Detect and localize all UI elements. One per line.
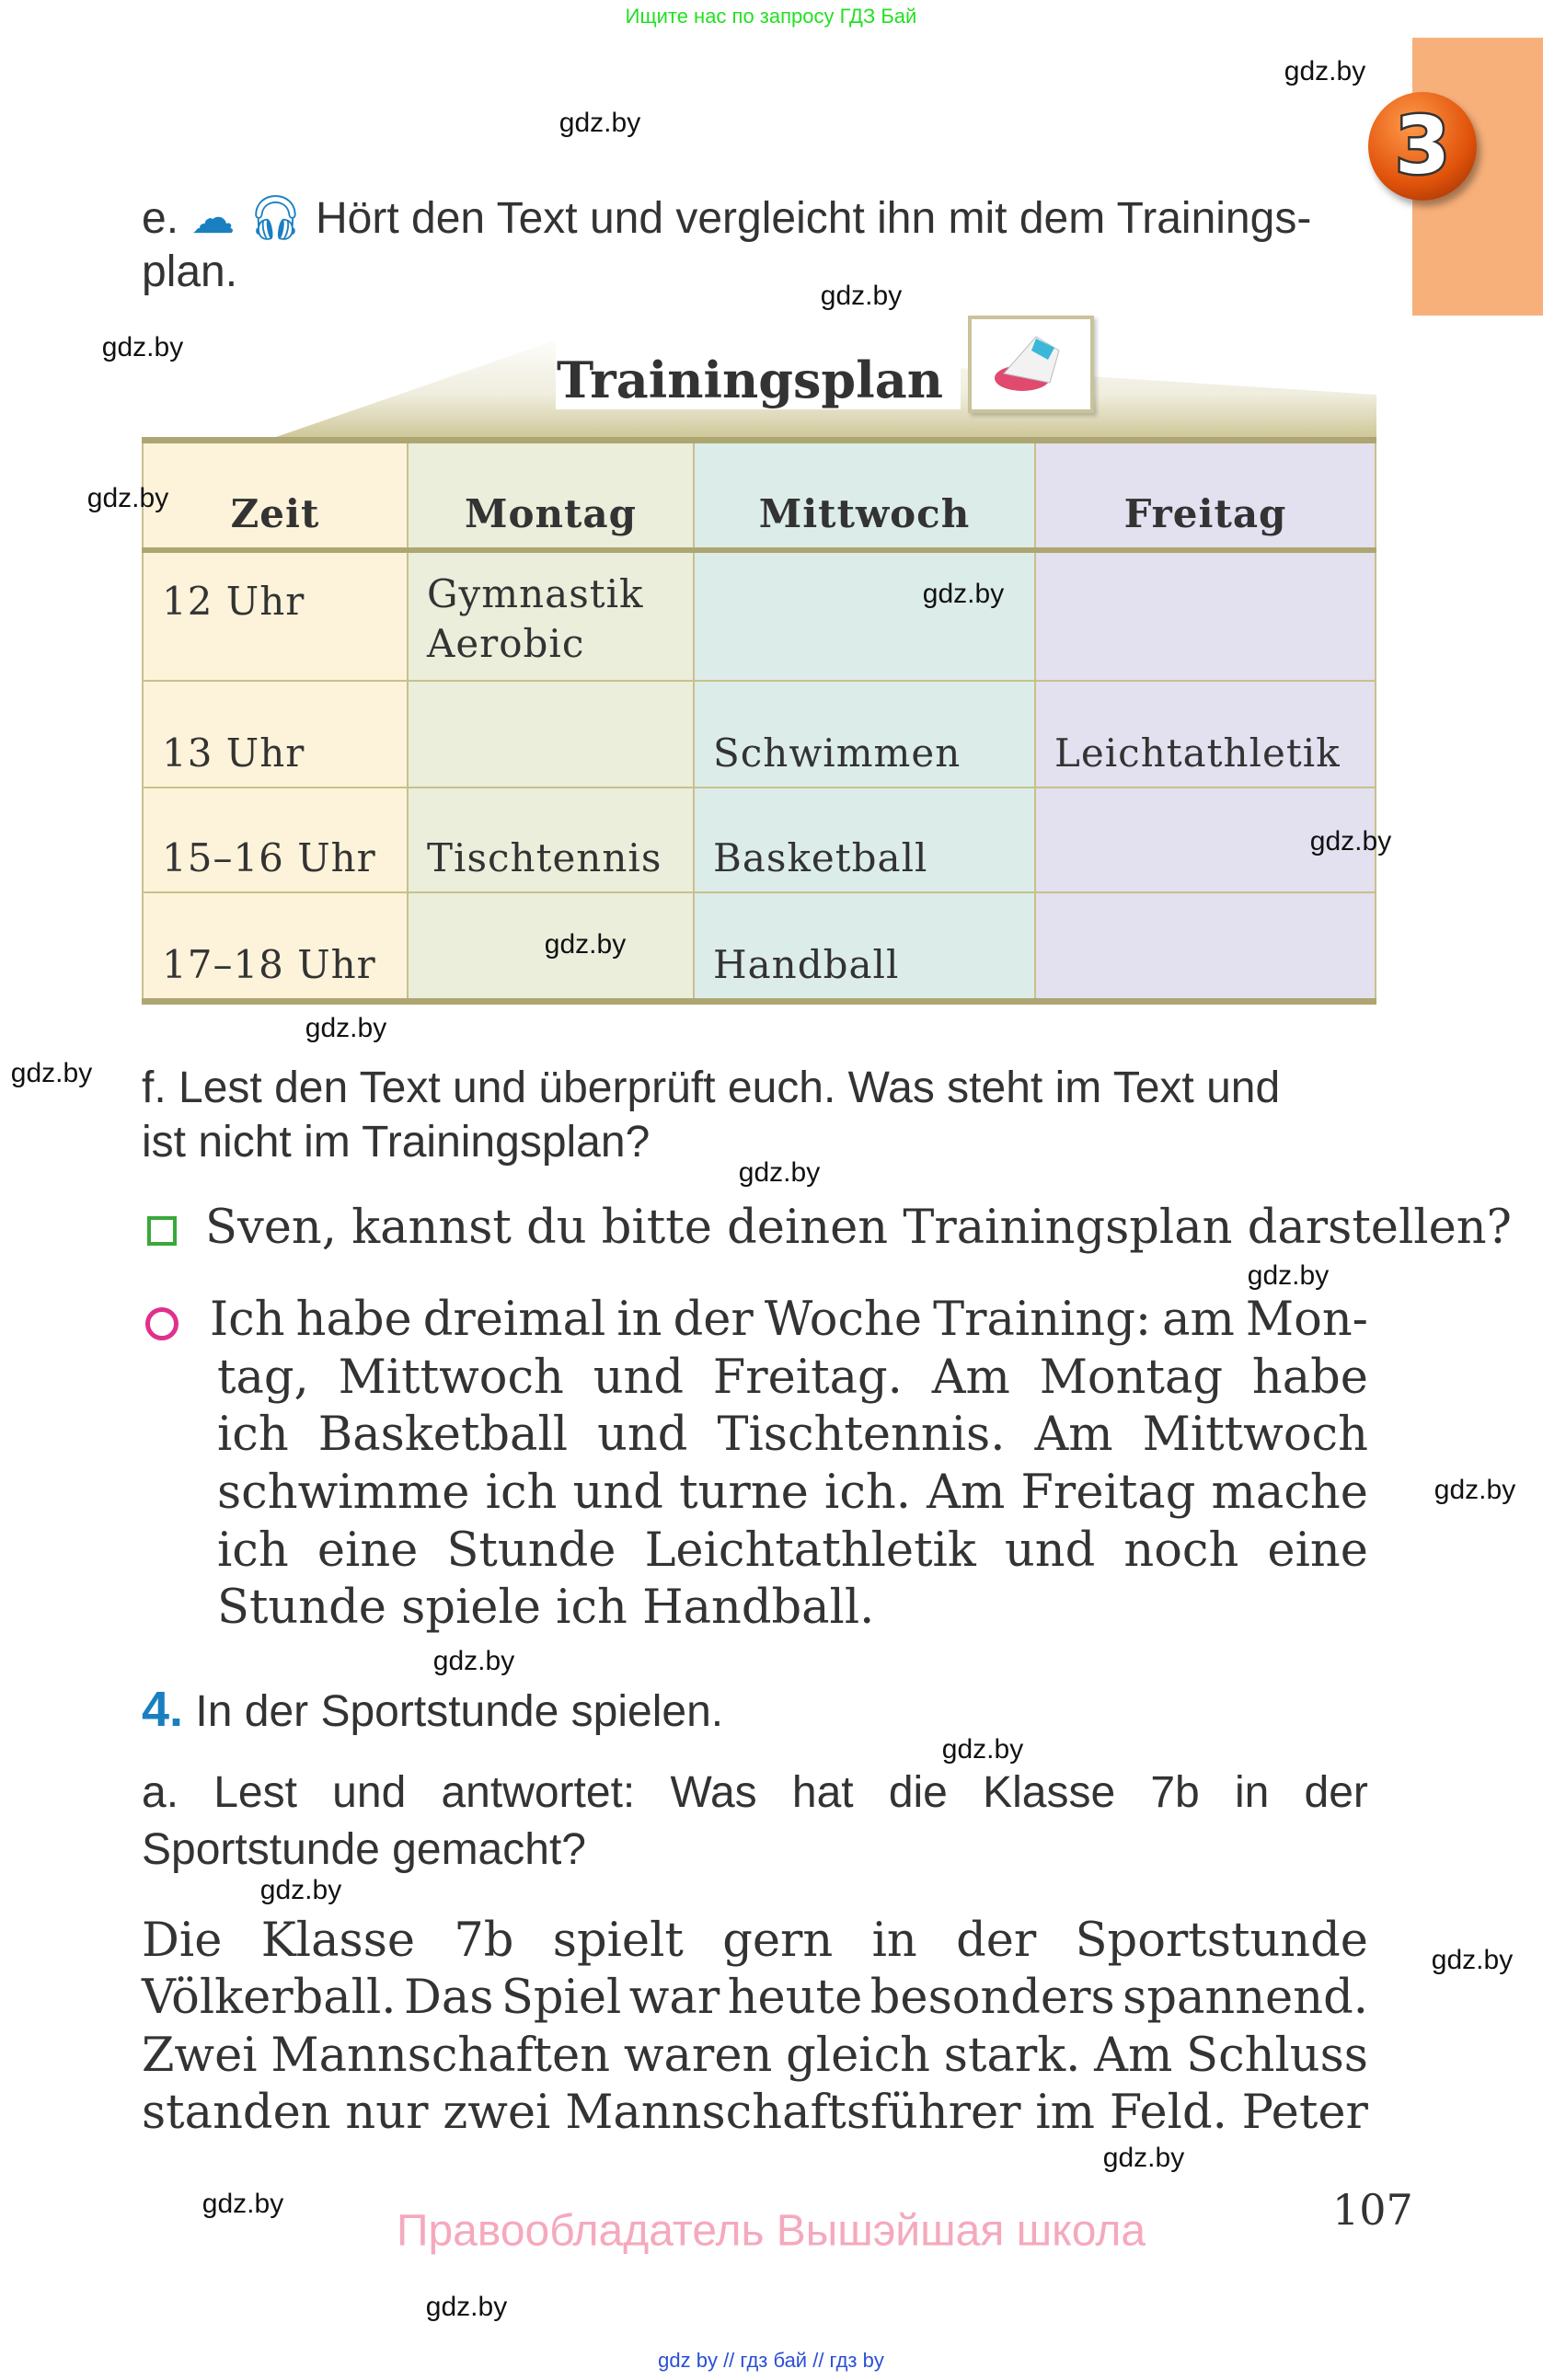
watermark: gdz.by xyxy=(941,1734,1024,1765)
task-e-text-2: plan. xyxy=(142,247,238,296)
task-letter: e. xyxy=(142,194,179,243)
watermark: gdz.by xyxy=(820,281,903,311)
word: Woche xyxy=(764,1293,923,1347)
cell: 17–18 Uhr xyxy=(143,892,408,1002)
word: Peter xyxy=(1241,2086,1368,2140)
word: Stunde xyxy=(446,1523,616,1578)
story-line xyxy=(142,2029,1368,2083)
task-4-title: In der Sportstunde spielen. xyxy=(195,1687,724,1736)
task-a-heading-2: Sportstunde gemacht? xyxy=(142,1825,586,1874)
cell xyxy=(1035,892,1376,1002)
watermark: gdz.by xyxy=(1309,826,1392,857)
cloud-download-icon[interactable]: ☁ xyxy=(190,194,236,243)
word: Lest xyxy=(213,1768,297,1817)
story-line xyxy=(142,1971,1368,2025)
word: in xyxy=(616,1293,662,1347)
dialog-question: Sven, kannst du bitte deinen Trainingsplan darstellen? xyxy=(205,1201,1512,1255)
header-montag: Montag xyxy=(408,441,694,550)
word: und xyxy=(572,1466,663,1520)
page-number: 107 xyxy=(1332,2185,1413,2235)
cell xyxy=(1035,550,1376,681)
word: und xyxy=(1004,1523,1096,1578)
word: mache xyxy=(1211,1466,1368,1520)
word: ich xyxy=(217,1408,289,1462)
word: gleich xyxy=(786,2029,930,2083)
word: Am xyxy=(1034,1408,1113,1462)
header-mittwoch: Mittwoch xyxy=(694,441,1035,550)
table-row xyxy=(143,788,1376,892)
word: Klasse xyxy=(260,1914,416,1968)
training-plan-table xyxy=(142,437,1376,1005)
word: Mittwoch xyxy=(1142,1408,1368,1462)
word: ich xyxy=(217,1523,289,1578)
cell: Gymnastik Aerobic xyxy=(408,550,694,681)
word: Mittwoch xyxy=(338,1351,564,1405)
task-a-heading xyxy=(142,1767,1368,1818)
word: 7b xyxy=(454,1914,514,1968)
watermark: gdz.by xyxy=(202,2189,284,2219)
word: Mon- xyxy=(1245,1293,1368,1347)
watermark: gdz.by xyxy=(10,1058,93,1088)
word: 7b xyxy=(1150,1768,1200,1817)
table-row xyxy=(143,550,1376,681)
word: turne xyxy=(679,1466,809,1520)
word: noch xyxy=(1123,1523,1239,1578)
word: und xyxy=(597,1408,688,1462)
watermark: gdz.by xyxy=(1284,56,1366,86)
word: die xyxy=(888,1768,948,1817)
sneaker-image xyxy=(968,316,1094,413)
table-row xyxy=(143,681,1376,788)
word: dreimal xyxy=(422,1293,606,1347)
watermark: gdz.by xyxy=(544,929,627,960)
word: Die xyxy=(142,1914,223,1968)
watermark: gdz.by xyxy=(922,579,1005,609)
cell: 15–16 Uhr xyxy=(143,788,408,892)
word: gern xyxy=(722,1914,834,1968)
watermark: gdz.by xyxy=(432,1646,515,1676)
word: Sportstunde xyxy=(1075,1914,1368,1968)
task-f-heading-2: ist nicht im Trainingsplan? xyxy=(142,1118,651,1167)
search-hint: Ищите нас по запросу ГДЗ Бай xyxy=(625,5,917,28)
watermark: gdz.by xyxy=(1434,1475,1516,1505)
story-line xyxy=(142,1914,1368,1968)
cell: Leichtathletik xyxy=(1035,681,1376,788)
watermark: gdz.by xyxy=(425,2292,508,2322)
word: ich. xyxy=(824,1466,911,1520)
answer-line xyxy=(217,1466,1368,1520)
cell: Basketball xyxy=(694,788,1035,892)
watermark: gdz.by xyxy=(1247,1260,1330,1291)
headphones-icon[interactable]: 🎧︎ xyxy=(247,194,304,243)
word: Feld. xyxy=(1109,2086,1227,2140)
word: Freitag. xyxy=(712,1351,903,1405)
word: spannend. xyxy=(1123,1971,1368,2025)
square-bullet-icon xyxy=(147,1216,177,1246)
cell: Tischtennis xyxy=(408,788,694,892)
table-row xyxy=(143,892,1376,1002)
watermark: gdz.by xyxy=(101,332,184,362)
plan-title: Trainingsplan xyxy=(557,351,943,409)
answer-line: Stunde spiele ich Handball. xyxy=(217,1581,875,1635)
story-line xyxy=(142,2086,1368,2140)
word: a. xyxy=(142,1768,179,1817)
word: stark. xyxy=(943,2029,1081,2083)
circle-bullet-icon xyxy=(145,1307,178,1340)
header-zeit: Zeit xyxy=(143,441,408,550)
task-f-heading: f. Lest den Text und überprüft euch. Was steht im Text und xyxy=(142,1064,1281,1112)
copyright-notice: Правообладатель Вышэйшая школа xyxy=(396,2206,1146,2256)
word: hat xyxy=(791,1768,854,1817)
word: Montag xyxy=(1039,1351,1224,1405)
table-header-row xyxy=(143,441,1376,550)
word: Tischtennis. xyxy=(717,1408,1006,1462)
word: Ich xyxy=(210,1293,285,1347)
watermark: gdz.by xyxy=(305,1013,387,1043)
word: am xyxy=(1162,1293,1235,1347)
word: war xyxy=(628,1971,720,2025)
cell: 12 Uhr xyxy=(143,550,408,681)
cell: Handball xyxy=(694,892,1035,1002)
word: Mannschaftsführer xyxy=(565,2086,1021,2140)
word: in xyxy=(1234,1768,1270,1817)
word: Schluss xyxy=(1186,2029,1368,2083)
word: habe xyxy=(1251,1351,1368,1405)
word: schwimme xyxy=(217,1466,470,1520)
watermark: gdz.by xyxy=(1431,1945,1514,1975)
answer-line xyxy=(210,1293,1368,1347)
word: eine xyxy=(317,1523,419,1578)
watermark: gdz.by xyxy=(1102,2143,1185,2173)
answer-line xyxy=(217,1408,1368,1462)
word: Zwei xyxy=(142,2029,258,2083)
cell: 13 Uhr xyxy=(143,681,408,788)
watermark: gdz.by xyxy=(738,1157,821,1188)
word: Spiel xyxy=(501,1971,622,2025)
word: der xyxy=(1304,1768,1368,1817)
cell xyxy=(408,681,694,788)
word: zwei xyxy=(443,2086,551,2140)
word: Training: xyxy=(933,1293,1152,1347)
word: Mannschaften xyxy=(271,2029,611,2083)
word: tag, xyxy=(217,1351,309,1405)
word: nur xyxy=(345,2086,429,2140)
word: heute xyxy=(727,1971,863,2025)
word: waren xyxy=(623,2029,773,2083)
word: spielt xyxy=(552,1914,684,1968)
answer-line xyxy=(217,1523,1368,1578)
header-freitag: Freitag xyxy=(1035,441,1376,550)
word: der xyxy=(673,1293,754,1347)
word: Klasse xyxy=(983,1768,1116,1817)
task-number: 4. xyxy=(142,1682,184,1737)
word: Basketball xyxy=(317,1408,569,1462)
word: und xyxy=(332,1768,407,1817)
word: Am xyxy=(1094,2029,1173,2083)
word: Am xyxy=(931,1351,1010,1405)
word: der xyxy=(956,1914,1037,1968)
word: antwortet: xyxy=(441,1768,636,1817)
word: ich xyxy=(485,1466,558,1520)
cell xyxy=(694,550,1035,681)
word: eine xyxy=(1267,1523,1368,1578)
word: Freitag xyxy=(1020,1466,1196,1520)
word: im xyxy=(1035,2086,1096,2140)
word: in xyxy=(871,1914,917,1968)
word: habe xyxy=(295,1293,412,1347)
task-e-heading xyxy=(142,191,1311,244)
word: und xyxy=(593,1351,685,1405)
watermark: gdz.by xyxy=(259,1875,342,1905)
answer-line xyxy=(217,1351,1368,1405)
footer-links[interactable]: gdz by // гдз бай // гдз by xyxy=(658,2349,884,2372)
watermark: gdz.by xyxy=(86,483,169,513)
word: Völkerball. xyxy=(142,1971,397,2025)
word: Das xyxy=(403,1971,494,2025)
word: Leichtathletik xyxy=(644,1523,976,1578)
cell: Schwimmen xyxy=(694,681,1035,788)
word: Was xyxy=(670,1768,757,1817)
word: Am xyxy=(927,1466,1006,1520)
task-e-text: Hört den Text und vergleicht ihn mit dem Trainings- xyxy=(316,194,1312,243)
word: standen xyxy=(142,2086,331,2140)
word: besonders xyxy=(869,1971,1115,2025)
watermark: gdz.by xyxy=(558,108,641,138)
task-4-heading xyxy=(142,1681,723,1738)
chapter-badge: 3 xyxy=(1368,92,1477,201)
